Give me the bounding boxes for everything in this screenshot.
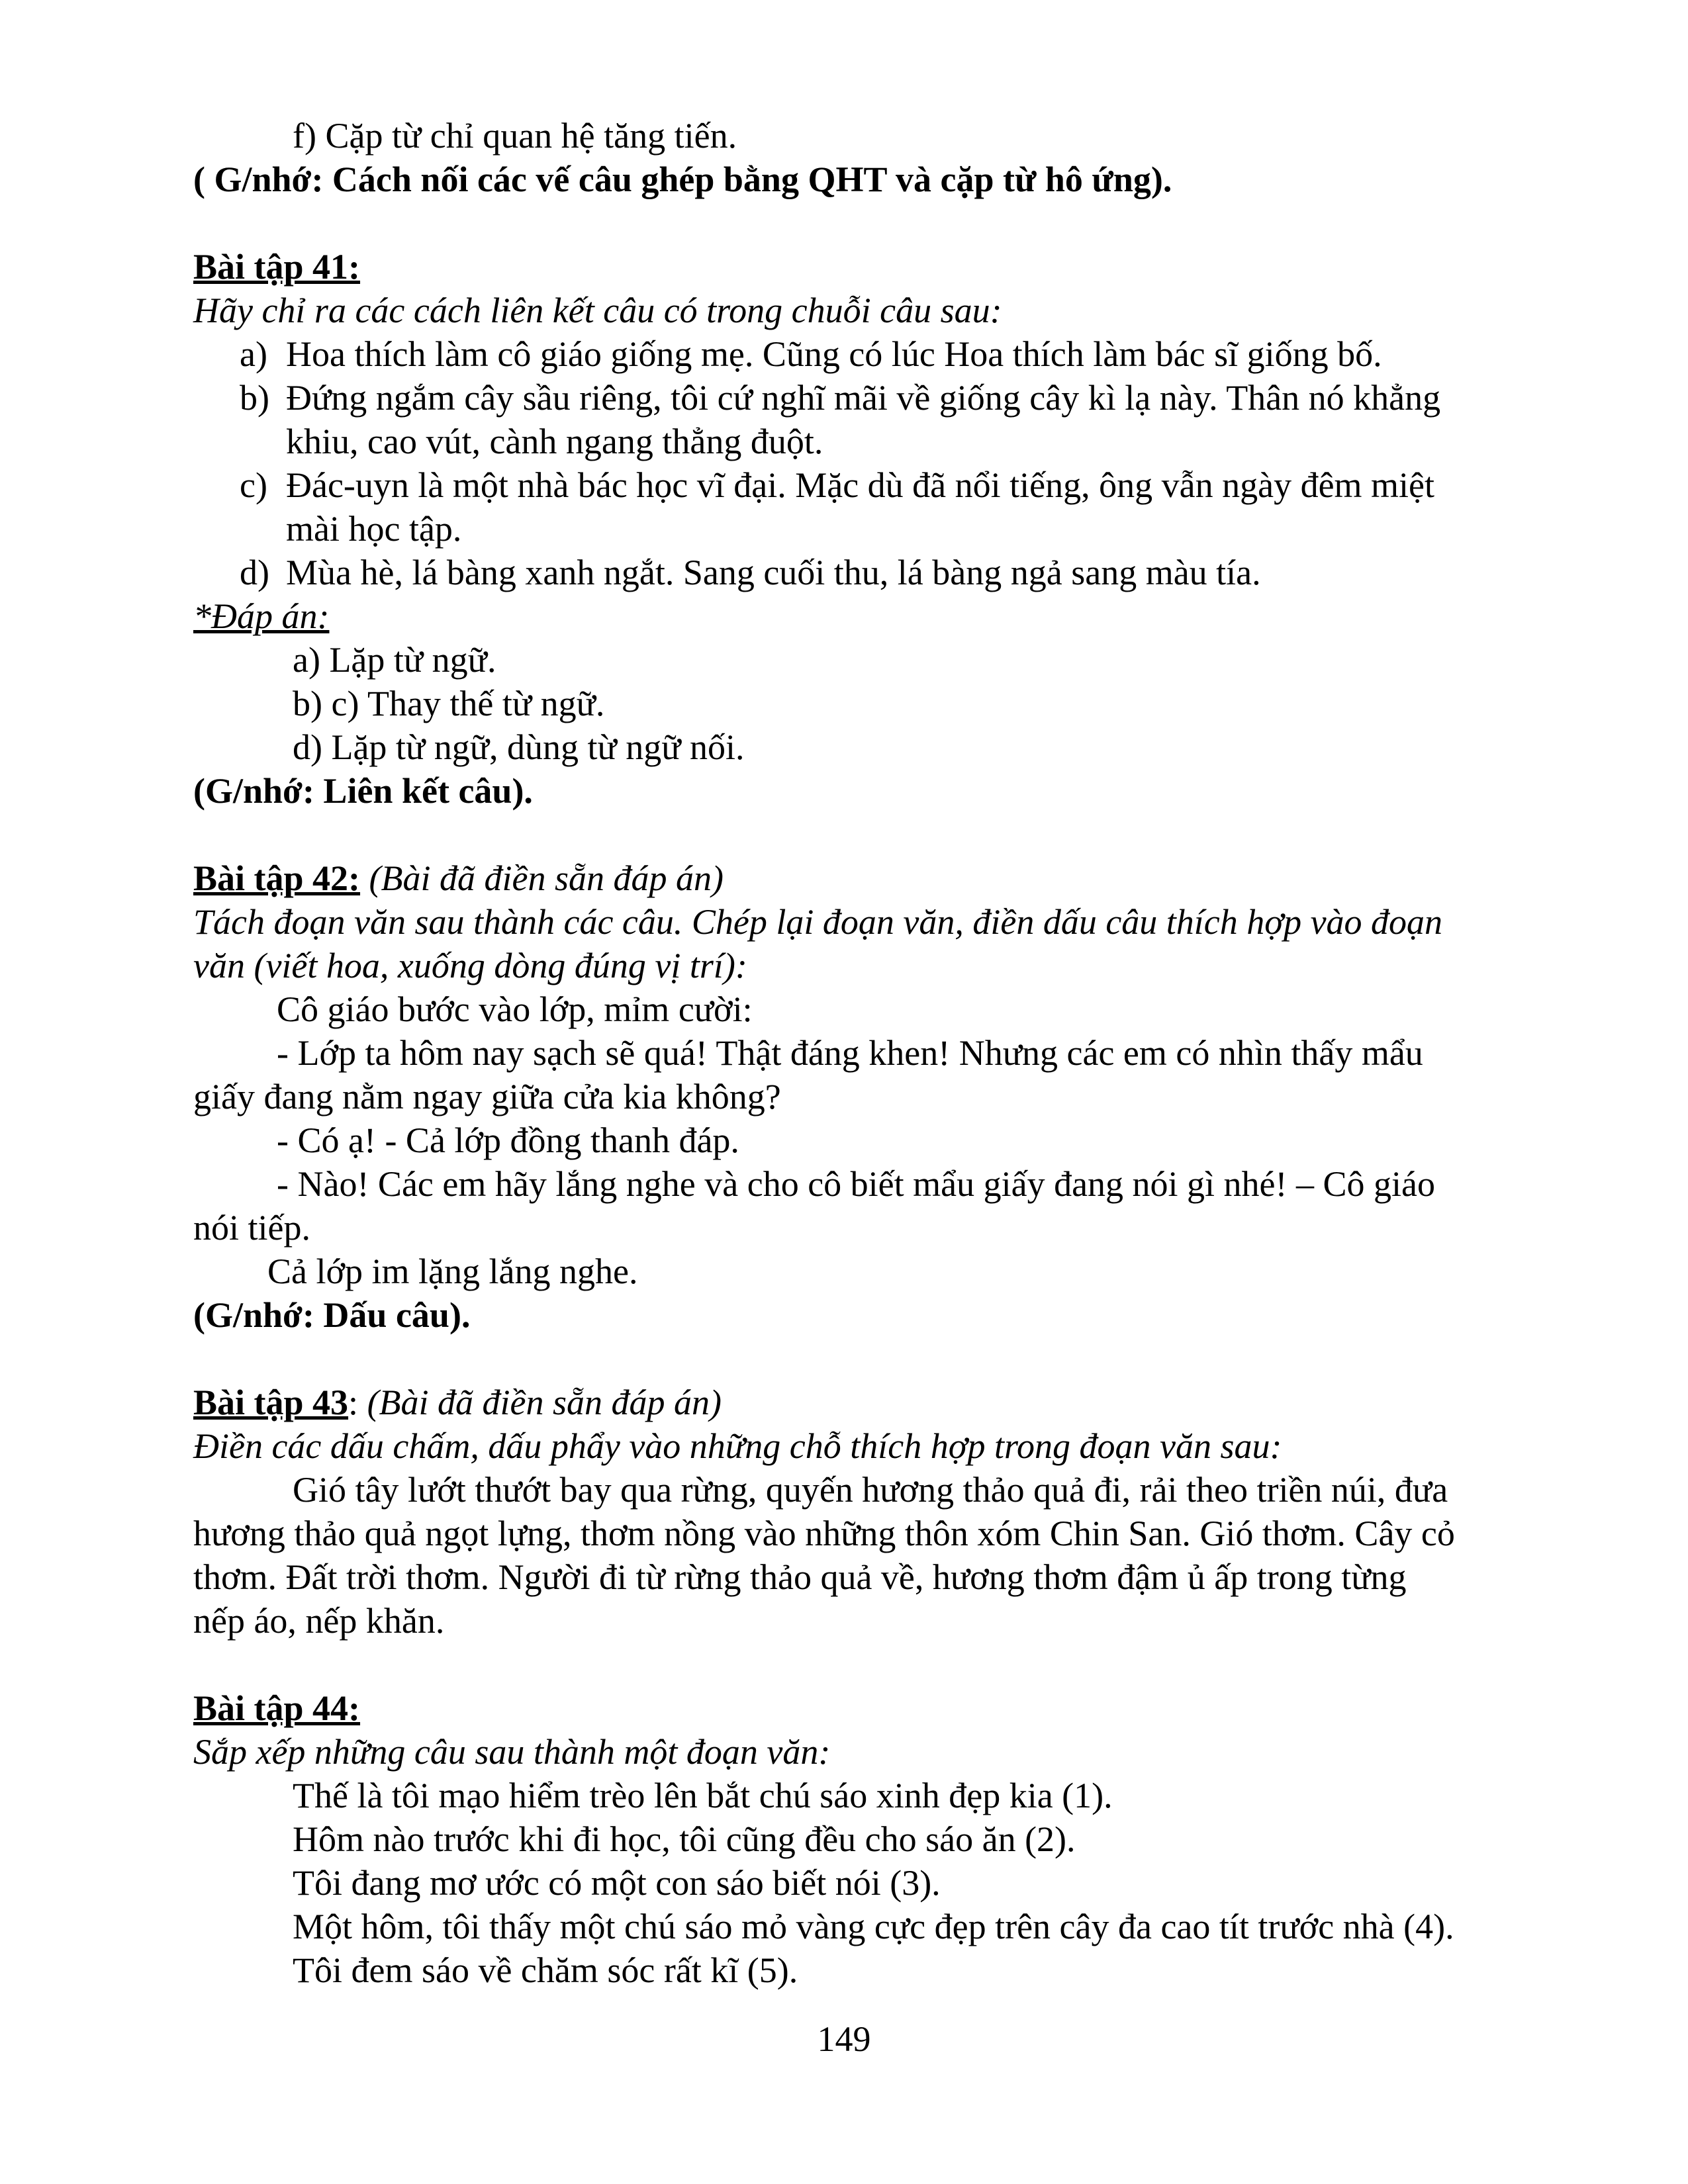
ex41-option-d — [193, 551, 1557, 594]
option-text-cont: mài học tập. — [286, 509, 462, 549]
ex41-instruction: Hãy chỉ ra các cách liên kết câu có trong chuỗi câu sau: — [193, 291, 1002, 330]
option-label: b) — [240, 378, 269, 418]
ex42-paragraph: - Nào! Các em hãy lắng nghe và cho cô biết mẩu giấy đang nói gì nhé! – Cô giáo — [277, 1164, 1435, 1204]
spacer — [193, 1643, 1557, 1686]
ex42-note: (G/nhớ: Dấu câu). — [193, 1295, 471, 1335]
ex43-paragraph: Gió tây lướt thướt bay qua rừng, quyến hương thảo quả đi, rải theo triền núi, đưa — [293, 1470, 1448, 1510]
option-text-cont: khiu, cao vút, cành ngang thẳng đuột. — [286, 422, 823, 461]
ex41-note: (G/nhớ: Liên kết câu). — [193, 771, 533, 811]
option-text: Đứng ngắm cây sầu riêng, tôi cứ nghĩ mãi về giống cây kì lạ này. Thân nó khẳng — [286, 378, 1441, 418]
option-text: Hoa thích làm cô giáo giống mẹ. Cũng có lúc Hoa thích làm bác sĩ giống bố. — [286, 334, 1382, 374]
ex43-instruction: Điền các dấu chấm, dấu phẩy vào những chỗ thích hợp trong đoạn văn sau: — [193, 1426, 1282, 1466]
option-text: Mùa hè, lá bàng xanh ngắt. Sang cuối thu, lá bàng ngả sang màu tía. — [286, 553, 1261, 592]
ex42-title: Bài tập 42: — [193, 858, 361, 898]
top-line: f) Cặp từ chỉ quan hệ tăng tiến. — [293, 116, 737, 156]
ex41-answer-label: *Đáp án: — [193, 596, 330, 636]
ex44-sentence: Thế là tôi mạo hiểm trèo lên bắt chú sáo xinh đẹp kia (1). — [293, 1776, 1113, 1815]
ex42-instruction-cont: văn (viết hoa, xuống dòng đúng vị trí): — [193, 946, 747, 985]
ex41-option-b — [193, 376, 1557, 463]
document-page — [193, 114, 1557, 1992]
ex43-heading — [193, 1381, 1557, 1424]
ex42-paragraph-cont: nói tiếp. — [193, 1208, 310, 1248]
ex44-sentence: Hôm nào trước khi đi học, tôi cũng đều cho sáo ăn (2). — [293, 1819, 1076, 1859]
option-text: Đác-uyn là một nhà bác học vĩ đại. Mặc dù đã nổi tiếng, ông vẫn ngày đêm miệt — [286, 465, 1435, 505]
option-label: a) — [240, 334, 267, 374]
spacer — [193, 813, 1557, 856]
ex42-paragraph-cont: giấy đang nằm ngay giữa cửa kia không? — [193, 1077, 781, 1116]
spacer — [193, 201, 1557, 245]
top-note: ( G/nhớ: Cách nối các vế câu ghép bằng QHT và cặp từ hô ứng). — [193, 159, 1172, 199]
ex44-sentence: Một hôm, tôi thấy một chú sáo mỏ vàng cực đẹp trên cây đa cao tít trước nhà (4). — [293, 1907, 1454, 1946]
ex41-option-a — [193, 332, 1557, 376]
ex43-title: Bài tập 43 — [193, 1383, 349, 1422]
ex42-instruction: Tách đoạn văn sau thành các câu. Chép lại đoạn văn, điền dấu câu thích hợp vào đoạn — [193, 902, 1443, 942]
ex41-answer: d) Lặp từ ngữ, dùng từ ngữ nối. — [293, 727, 745, 767]
ex43-subtitle: (Bài đã điền sẵn đáp án) — [367, 1383, 722, 1422]
ex43-colon: : — [348, 1383, 359, 1422]
option-label: c) — [240, 465, 267, 505]
ex41-answer: a) Lặp từ ngữ. — [293, 640, 496, 680]
ex43-paragraph-cont: thơm. Đất trời thơm. Người đi từ rừng thảo quả về, hương thơm đậm ủ ấp trong từng — [193, 1557, 1407, 1597]
ex44-instruction: Sắp xếp những câu sau thành một đoạn văn: — [193, 1732, 831, 1772]
page-number: 149 — [817, 2019, 871, 2059]
ex41-options — [193, 332, 1557, 594]
ex42-paragraph: - Lớp ta hôm nay sạch sẽ quá! Thật đáng khen! Nhưng các em có nhìn thấy mẩu — [277, 1033, 1423, 1073]
ex43-paragraph-cont: nếp áo, nếp khăn. — [193, 1601, 445, 1641]
ex44-title: Bài tập 44: — [193, 1688, 361, 1728]
ex44-sentence: Tôi đem sáo về chăm sóc rất kĩ (5). — [293, 1950, 798, 1990]
ex41-answer: b) c) Thay thế từ ngữ. — [293, 684, 605, 723]
option-label: d) — [240, 553, 269, 592]
ex42-paragraph: Cả lớp im lặng lắng nghe. — [267, 1251, 638, 1291]
ex41-title: Bài tập 41: — [193, 247, 361, 287]
ex42-heading — [193, 856, 1557, 900]
ex42-paragraph: Cô giáo bước vào lớp, mỉm cười: — [277, 989, 753, 1029]
ex41-option-c — [193, 463, 1557, 551]
ex42-paragraph: - Có ạ! - Cả lớp đồng thanh đáp. — [277, 1120, 739, 1160]
spacer — [193, 1337, 1557, 1381]
ex42-subtitle: (Bài đã điền sẵn đáp án) — [369, 858, 724, 898]
ex44-sentence: Tôi đang mơ ước có một con sáo biết nói (3). — [293, 1863, 941, 1903]
ex43-paragraph-cont: hương thảo quả ngọt lựng, thơm nồng vào những thôn xóm Chin San. Gió thơm. Cây cỏ — [193, 1514, 1455, 1553]
